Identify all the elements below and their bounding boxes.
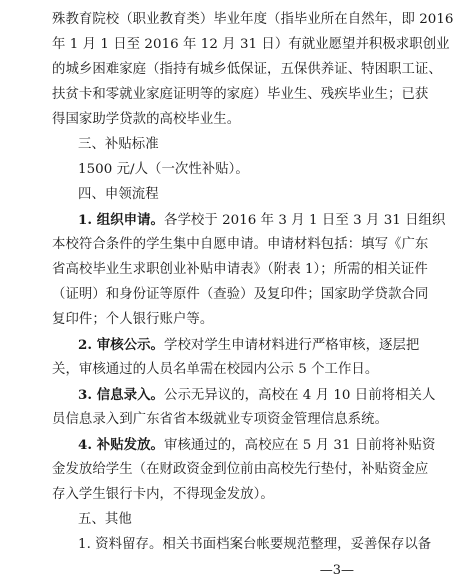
paragraph-line: 员信息录入到广东省省本级就业专项资金管理信息系统。 — [52, 412, 389, 427]
step-title: 1. 组织申请。 — [78, 212, 164, 228]
paragraph-line: 复印件；个人银行账户等。 — [52, 312, 214, 327]
paragraph-line: 存入学生银行卡内，不得现金发放）。 — [52, 487, 274, 502]
process-step-2: 2. 审核公示。学校对学生申请材料进行严格审核，逐层把 — [78, 337, 420, 353]
section-heading-other: 五、其他 — [78, 512, 132, 527]
paragraph-line: （证明）和身份证等原件（查验）及复印件；国家助学贷款合同 — [52, 287, 429, 302]
paragraph-line: 的城乡困难家庭（指持有城乡低保证，五保供养证、特困职工证、 — [52, 62, 442, 77]
paragraph-line: 本校符合条件的学生集中自愿申请。申请材料包括：填写《广东 — [52, 237, 429, 252]
paragraph-line: 1. 资料留存。相关书面档案台帐要规范整理，妥善保存以备 — [78, 537, 432, 552]
paragraph-line: 扶贫卡和零就业家庭证明等的家庭）毕业生、残疾毕业生；已获 — [52, 87, 429, 102]
page-number: —3— — [319, 563, 354, 578]
section-heading-application-process: 四、申领流程 — [78, 187, 159, 202]
paragraph-line: 金发放给学生（在财政资金到位前由高校先行垫付，补贴资金应 — [52, 462, 429, 477]
section-heading-subsidy-standard: 三、补贴标准 — [78, 137, 159, 152]
paragraph-line: 关，审核通过的人员名单需在校园内公示 5 个工作日。 — [52, 362, 379, 377]
step-title: 4. 补贴发放。 — [78, 437, 164, 453]
paragraph-line: 殊教育院校（职业教育类）毕业年度（指毕业所在自然年，即 2016 — [52, 12, 453, 27]
paragraph-line: 省高校毕业生求职创业补贴申请表》（附表 1）；所需的相关证件 — [52, 262, 428, 277]
step-title: 2. 审核公示。 — [78, 337, 164, 353]
process-step-3: 3. 信息录入。公示无异议的，高校在 4 月 10 日前将相关人 — [78, 387, 436, 403]
paragraph-line: 1500 元/人（一次性补贴）。 — [78, 162, 249, 177]
process-step-4: 4. 补贴发放。审核通过的，高校应在 5 月 31 日前将补贴资 — [78, 437, 436, 453]
paragraph-line: 年 1 月 1 日至 2016 年 12 月 31 日）有就业愿望并积极求职创业 — [52, 37, 450, 52]
paragraph-line: 得国家助学贷款的高校毕业生。 — [52, 112, 241, 127]
step-title: 3. 信息录入。 — [78, 387, 164, 403]
process-step-1: 1. 组织申请。各学校于 2016 年 3 月 1 日至 3 月 31 日组织 — [78, 212, 446, 228]
